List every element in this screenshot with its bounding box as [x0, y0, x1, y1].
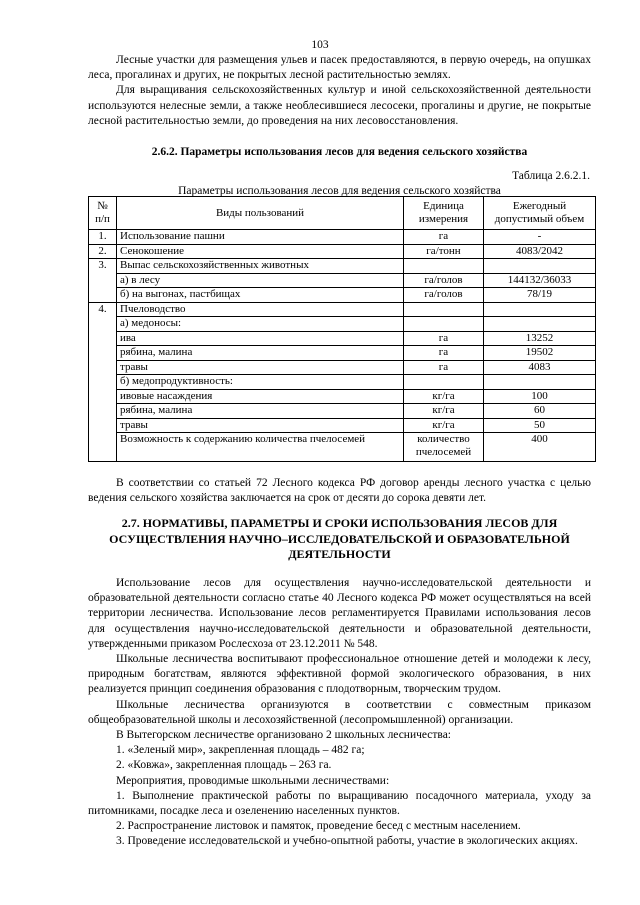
header-volume: Ежегодный допустимый объем	[484, 197, 596, 230]
table-row	[89, 244, 596, 259]
header-no: № п/п	[89, 197, 117, 230]
cell-volume: 4083	[484, 360, 596, 375]
cell-volume: 400	[484, 433, 596, 462]
cell-kind: Пчеловодство	[117, 302, 404, 317]
cell-volume: 13252	[484, 331, 596, 346]
cell-no: 4.	[89, 302, 117, 462]
body-paragraph: Школьные лесничества организуются в соответствии с совместным приказом общеобразовательной школы и лесохозяйственной (лесопромышленной) организации.	[88, 698, 591, 726]
cell-no: 1.	[89, 230, 117, 245]
cell-volume	[484, 317, 596, 332]
cell-volume: 100	[484, 389, 596, 404]
cell-kind: рябина, малина	[117, 404, 404, 419]
cell-unit: кг/га	[404, 389, 484, 404]
cell-kind: а) в лесу	[117, 273, 404, 288]
cell-unit: га	[404, 331, 484, 346]
body-paragraph: 1. Выполнение практической работы по выращиванию посадочного материала, уходу за питомниками, посадке леса и озеленению населенных пунктов.	[88, 789, 591, 818]
table-row	[89, 433, 596, 462]
header-unit: Единица измерения	[404, 197, 484, 230]
table-row	[89, 404, 596, 419]
cell-unit	[404, 317, 484, 332]
cell-unit: га	[404, 346, 484, 361]
cell-volume: 144132/36033	[484, 273, 596, 288]
cell-volume: 4083/2042	[484, 244, 596, 259]
cell-volume: -	[484, 230, 596, 245]
table-number: Таблица 2.6.2.1.	[512, 170, 590, 182]
table-row	[89, 360, 596, 375]
page-number: 103	[311, 39, 329, 51]
table-row	[89, 317, 596, 332]
table-row	[89, 302, 596, 317]
cell-unit: га	[404, 360, 484, 375]
table-row	[89, 259, 596, 274]
body-paragraph: 2. «Ковжа», закрепленная площадь – 263 га.	[116, 759, 332, 772]
section-heading: 2.6.2. Параметры использования лесов для ведения сельского хозяйства	[151, 146, 528, 158]
cell-unit: кг/га	[404, 404, 484, 419]
cell-unit: га	[404, 230, 484, 245]
table-row	[89, 331, 596, 346]
cell-volume: 19502	[484, 346, 596, 361]
intro-text	[88, 53, 591, 129]
cell-volume	[484, 375, 596, 390]
table-row	[89, 389, 596, 404]
cell-unit: га/голов	[404, 288, 484, 303]
body-paragraph: В Вытегорском лесничестве организовано 2 школьных лесничества:	[116, 729, 451, 742]
table-body	[89, 230, 596, 462]
table-row	[89, 230, 596, 245]
cell-kind: б) медопродуктивность:	[117, 375, 404, 390]
cell-kind: а) медоносы:	[117, 317, 404, 332]
intro-paragraph-2: Для выращивания сельскохозяйственных культур и иной сельскохозяйственной деятельности используются нелесные земли, а также необлесившиеся лесосеки, прогалины и другие, не покрытые лесной растительностью земли, до проведения на них лесовосстановления.	[88, 84, 591, 127]
body-paragraph: Мероприятия, проводимые школьными лесничествами:	[116, 774, 390, 787]
cell-volume: 50	[484, 418, 596, 433]
body-paragraph: 3. Проведение исследовательской и учебно-опытной работы, участие в экологических акциях.	[116, 835, 578, 848]
body-paragraph: Школьные лесничества воспитывают профессиональное отношение детей и молодежи к лесу, природным богатствам, являются эффективной формой экологического образования, в них реализуется принцип соединения образования с плодотворным, творческим трудом.	[88, 653, 591, 696]
table-row	[89, 273, 596, 288]
cell-kind: травы	[117, 418, 404, 433]
cell-volume	[484, 259, 596, 274]
cell-kind: травы	[117, 360, 404, 375]
table-row	[89, 346, 596, 361]
table-row	[89, 375, 596, 390]
cell-volume	[484, 302, 596, 317]
cell-kind: Сенокошение	[117, 244, 404, 259]
cell-kind: ива	[117, 331, 404, 346]
after-table-paragraph: В соответствии со статьей 72 Лесного кодекса РФ договор аренды лесного участка с целью ведения сельского хозяйства заключается на срок от десяти до сорока девяти лет.	[88, 477, 591, 505]
table-row	[89, 288, 596, 303]
cell-no: 3.	[89, 259, 117, 303]
table-caption: Параметры использования лесов для ведения сельского хозяйства	[178, 185, 501, 197]
cell-kind: ивовые насаждения	[117, 389, 404, 404]
header-kind: Виды пользований	[117, 197, 404, 230]
cell-no: 2.	[89, 244, 117, 259]
cell-unit	[404, 302, 484, 317]
cell-kind: рябина, малина	[117, 346, 404, 361]
after-table-text	[88, 476, 591, 506]
cell-kind: Выпас сельскохозяйственных животных	[117, 259, 404, 274]
table-row	[89, 418, 596, 433]
cell-unit	[404, 375, 484, 390]
body-text	[88, 576, 591, 850]
cell-kind: б) на выгонах, пастбищах	[117, 288, 404, 303]
cell-unit	[404, 259, 484, 274]
cell-unit: га/тонн	[404, 244, 484, 259]
cell-volume: 78/19	[484, 288, 596, 303]
body-paragraph: Использование лесов для осуществления научно-исследовательской деятельности и образовательной деятельности согласно статье 40 Лесного кодекса РФ может осуществляться на всей территории лесничества. Использование лесов регламентируется Правилами использования лесов для осуществления научно-исследовательской деятельности и образовательной деятельности, утвержденными приказом Рослесхоза от 23.12.2011 № 548.	[88, 577, 591, 650]
cell-volume: 60	[484, 404, 596, 419]
body-paragraph: 2. Распространение листовок и памяток, проведение бесед с местным населением.	[116, 820, 521, 833]
table-header-row	[89, 197, 596, 230]
cell-unit: кг/га	[404, 418, 484, 433]
cell-kind: Использование пашни	[117, 230, 404, 245]
cell-kind: Возможность к содержанию количества пчелосемей	[117, 433, 404, 462]
body-paragraph: 1. «Зеленый мир», закрепленная площадь – 482 га;	[116, 744, 365, 757]
cell-unit: количество пчелосемей	[404, 433, 484, 462]
intro-paragraph-1: Лесные участки для размещения ульев и пасек предоставляются, в первую очередь, на опушках леса, прогалинах и других, не покрытых лесной растительностью землях.	[88, 54, 591, 82]
chapter-heading: 2.7. НОРМАТИВЫ, ПАРАМЕТРЫ И СРОКИ ИСПОЛЬЗОВАНИЯ ЛЕСОВ ДЛЯ ОСУЩЕСТВЛЕНИЯ НАУЧНО–ИССЛЕДОВАТЕЛЬСКОЙ И ОБРАЗОВАТЕЛЬНОЙ ДЕЯТЕЛЬНОСТИ	[109, 516, 570, 561]
parameters-table	[88, 196, 596, 462]
cell-unit: га/голов	[404, 273, 484, 288]
